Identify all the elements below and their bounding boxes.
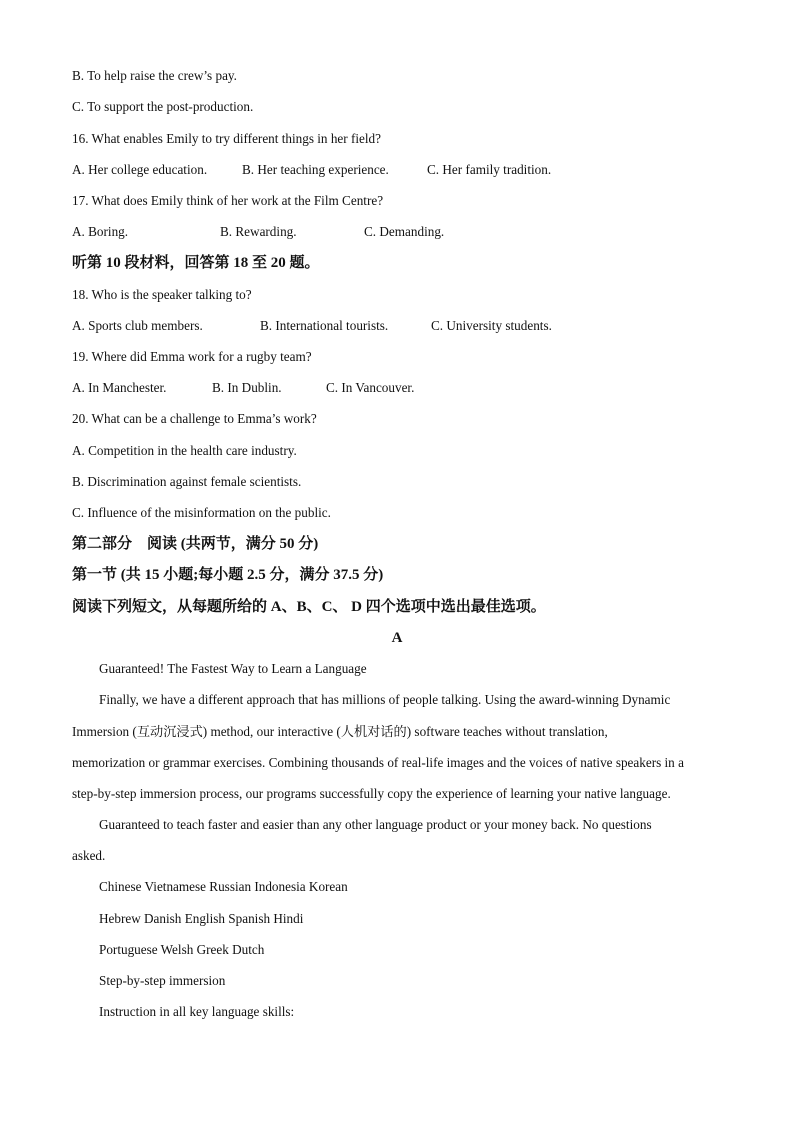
languages-line: Portuguese Welsh Greek Dutch: [99, 942, 265, 957]
feature-line: Instruction in all key language skills:: [99, 1004, 295, 1019]
paragraph-line: Immersion (互动沉浸式) method, our interactive (人机对话的) software teaches without translation,: [72, 724, 608, 739]
section1-heading: 第一节 (共 15 小题;每小题 2.5 分，满分 37.5 分): [72, 567, 384, 583]
q20-option-a: A. Competition in the health care industry.: [72, 443, 297, 458]
paragraph-line: step-by-step immersion process, our programs successfully copy the experience of learning your native language.: [72, 786, 671, 801]
part2-heading: 第二部分 阅读 (共两节，满分 50 分): [72, 536, 319, 552]
q20-option-c: C. Influence of the misinformation on the public.: [72, 505, 331, 520]
section10-heading: 听第 10 段材料，回答第 18 至 20 题。: [72, 255, 320, 271]
q16-question: 16. What enables Emily to try different things in her field?: [72, 131, 381, 146]
languages-line: Hebrew Danish English Spanish Hindi: [99, 911, 304, 926]
q18-question: 18. Who is the speaker talking to?: [72, 287, 252, 302]
q15-option-b: B. To help raise the crew’s pay.: [72, 68, 237, 83]
reading-instructions: 阅读下列短文，从每题所给的 A、B、C、 D 四个选项中选出最佳选项。: [72, 599, 546, 615]
paragraph-line: Finally, we have a different approach that has millions of people talking. Using the award-winning Dynamic: [99, 692, 671, 707]
q20-question: 20. What can be a challenge to Emma’s work?: [72, 411, 317, 426]
feature-line: Step-by-step immersion: [99, 973, 226, 988]
q15-option-c: C. To support the post-production.: [72, 99, 254, 114]
paragraph-line: memorization or grammar exercises. Combining thousands of real-life images and the voices of native speakers in a: [72, 755, 684, 770]
languages-line: Chinese Vietnamese Russian Indonesia Korean: [99, 879, 348, 894]
paragraph-line: Guaranteed to teach faster and easier than any other language product or your money back. No questions: [99, 817, 652, 832]
passage-letter: A: [391, 630, 403, 646]
q18-option-a: A. Sports club members.: [72, 318, 203, 333]
q19-option-a: A. In Manchester.: [72, 380, 167, 395]
q17-option-c: C. Demanding.: [364, 224, 445, 239]
q19-option-b: B. In Dublin.: [212, 380, 282, 395]
q19-question: 19. Where did Emma work for a rugby team?: [72, 349, 312, 364]
q18-option-c: C. University students.: [431, 318, 552, 333]
q16-option-a: A. Her college education.: [72, 162, 208, 177]
q17-option-b: B. Rewarding.: [220, 224, 297, 239]
q16-option-b: B. Her teaching experience.: [242, 162, 389, 177]
q20-option-b: B. Discrimination against female scientists.: [72, 474, 302, 489]
q17-option-a: A. Boring.: [72, 224, 129, 239]
passage-title: Guaranteed! The Fastest Way to Learn a Language: [99, 661, 367, 676]
q19-option-c: C. In Vancouver.: [326, 380, 415, 395]
paragraph-line: asked.: [72, 848, 106, 863]
q18-option-b: B. International tourists.: [260, 318, 389, 333]
q17-question: 17. What does Emily think of her work at the Film Centre?: [72, 193, 384, 208]
q16-option-c: C. Her family tradition.: [427, 162, 552, 177]
